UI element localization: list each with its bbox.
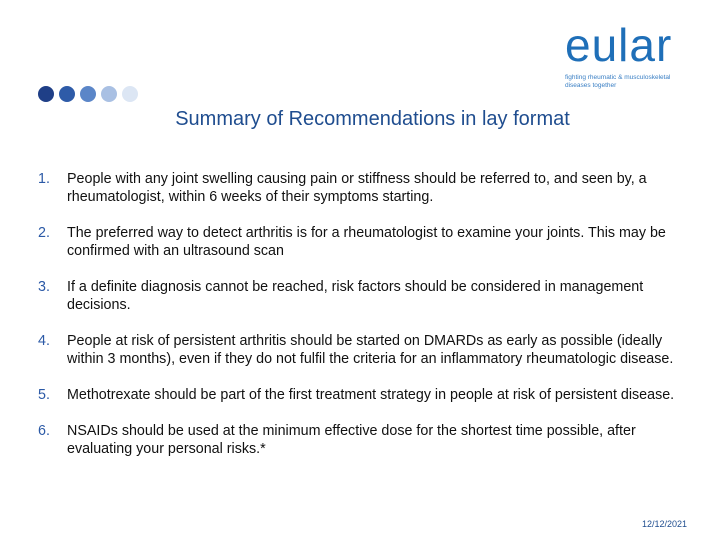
recommendation-text: Methotrexate should be part of the first treatment strategy in people at risk of persistent disease. [67, 387, 675, 403]
recommendation-number: 2. [38, 225, 50, 241]
recommendation-text: NSAIDs should be used at the minimum effective dose for the shortest time possible, after evaluating your personal risks.* [67, 423, 636, 457]
recommendation-item [38, 422, 678, 458]
recommendation-item [38, 332, 678, 368]
eular-logo [565, 19, 705, 90]
dot-1 [38, 86, 54, 102]
recommendation-number: 5. [38, 387, 50, 403]
recommendation-number: 6. [38, 423, 50, 439]
recommendation-item [38, 170, 678, 206]
dot-5 [122, 86, 138, 102]
dot-4 [101, 86, 117, 102]
recommendation-number: 3. [38, 279, 50, 295]
slide-title: Summary of Recommendations in lay format [175, 108, 570, 130]
recommendations-list [38, 170, 678, 458]
dot-3 [80, 86, 96, 102]
recommendation-text: The preferred way to detect arthritis is for a rheumatologist to examine your joints. This may be confirmed with an ultrasound scan [67, 225, 666, 259]
logo-tagline-line2: diseases together [565, 82, 617, 89]
recommendation-number: 1. [38, 171, 50, 187]
recommendation-number: 4. [38, 333, 50, 349]
recommendation-item [38, 278, 678, 314]
logo-tagline-line1: fighting rheumatic & musculoskeletal [565, 74, 671, 81]
recommendation-text: If a definite diagnosis cannot be reached, risk factors should be considered in management decisions. [67, 279, 644, 313]
decorative-dots [38, 86, 143, 102]
footer-date: 12/12/2021 [641, 519, 687, 529]
recommendation-text: People with any joint swelling causing pain or stiffness should be referred to, and seen by, a rheumatologist, within 6 weeks of their symptoms starting. [67, 171, 647, 205]
recommendation-item [38, 386, 678, 404]
logo-tagline [565, 74, 705, 90]
logo-wordmark: eular [565, 19, 673, 71]
dot-2 [59, 86, 75, 102]
recommendation-text: People at risk of persistent arthritis should be started on DMARDs as early as possible (ideally within 3 months), even if they do not fulfil the criteria for an inflammatory rheumatologic disease. [67, 333, 674, 367]
recommendation-item [38, 224, 678, 260]
